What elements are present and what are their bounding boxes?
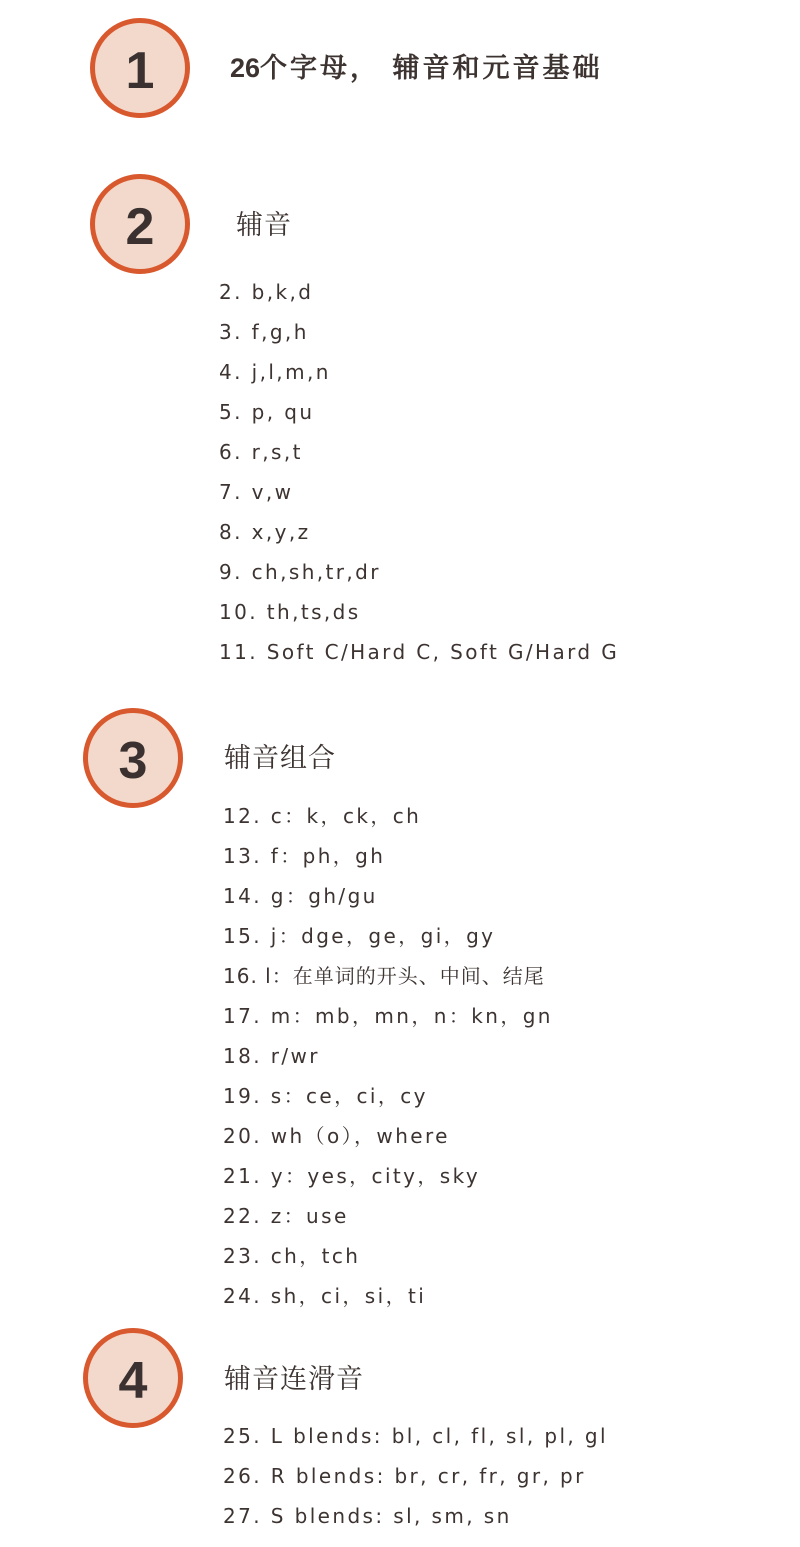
section-2-number-badge [90,174,190,274]
section-2-list [219,272,619,672]
section-4-number-badge [83,1328,183,1428]
list-item: 12. c：k，ck，ch [223,804,422,828]
list-item: 3. f,g,h [219,320,309,344]
section-3-title: 辅音组合 [224,743,336,774]
section-3-number: 3 [118,732,148,790]
list-item: 9. ch,sh,tr,dr [219,560,381,584]
section-3-number-badge [83,708,183,808]
section-1-number-badge [90,18,190,118]
list-item: 11. Soft C/Hard C, Soft G/Hard G [219,640,620,664]
section-4-title: 辅音连滑音 [224,1364,364,1395]
list-item: 27. S blends: sl, sm, sn [223,1504,512,1528]
section-4-list [223,1416,608,1536]
list-item: 22. z：use [223,1204,349,1228]
list-item: 8. x,y,z [219,520,311,544]
list-item: 15. j：dge，ge，gi，gy [223,924,496,948]
section-3-list [223,796,553,1316]
list-item: 25. L blends: bl, cl, fl, sl, pl, gl [223,1424,608,1448]
list-item: 21. y：yes，city，sky [223,1164,481,1188]
list-item: 23. ch，tch [223,1244,361,1268]
list-item: 19. s：ce，ci，cy [223,1084,428,1108]
list-item: 17. m：mb，mn，n：kn，gn [223,1004,553,1028]
section-1-title [230,46,602,85]
list-item: 20. wh（o），where [223,1124,450,1148]
list-item: 6. r,s,t [219,440,303,464]
list-item: 26. R blends: br, cr, fr, gr, pr [223,1464,586,1488]
list-item: 14. g：gh/gu [223,884,378,908]
section-1-number: 1 [125,42,155,100]
list-item: 2. b,k,d [219,280,314,304]
list-item: 10. th,ts,ds [219,600,361,624]
list-item: 4. j,l,m,n [219,360,331,384]
list-item: 16. l：在单词的开头、中间、结尾 [223,964,545,988]
section-2-title: 辅音 [236,210,292,241]
section-2-number: 2 [125,198,155,256]
section-1-title-text: 个字母， 辅音和元音基础 [260,53,603,84]
list-item: 18. r/wr [223,1044,320,1068]
list-item: 7. v,w [219,480,294,504]
list-item: 13. f：ph，gh [223,844,386,868]
list-item: 24. sh，ci，si，ti [223,1284,427,1308]
section-4-number: 4 [118,1352,148,1410]
list-item: 5. p, qu [219,400,315,424]
section-1-title-number: 26 [230,53,261,83]
